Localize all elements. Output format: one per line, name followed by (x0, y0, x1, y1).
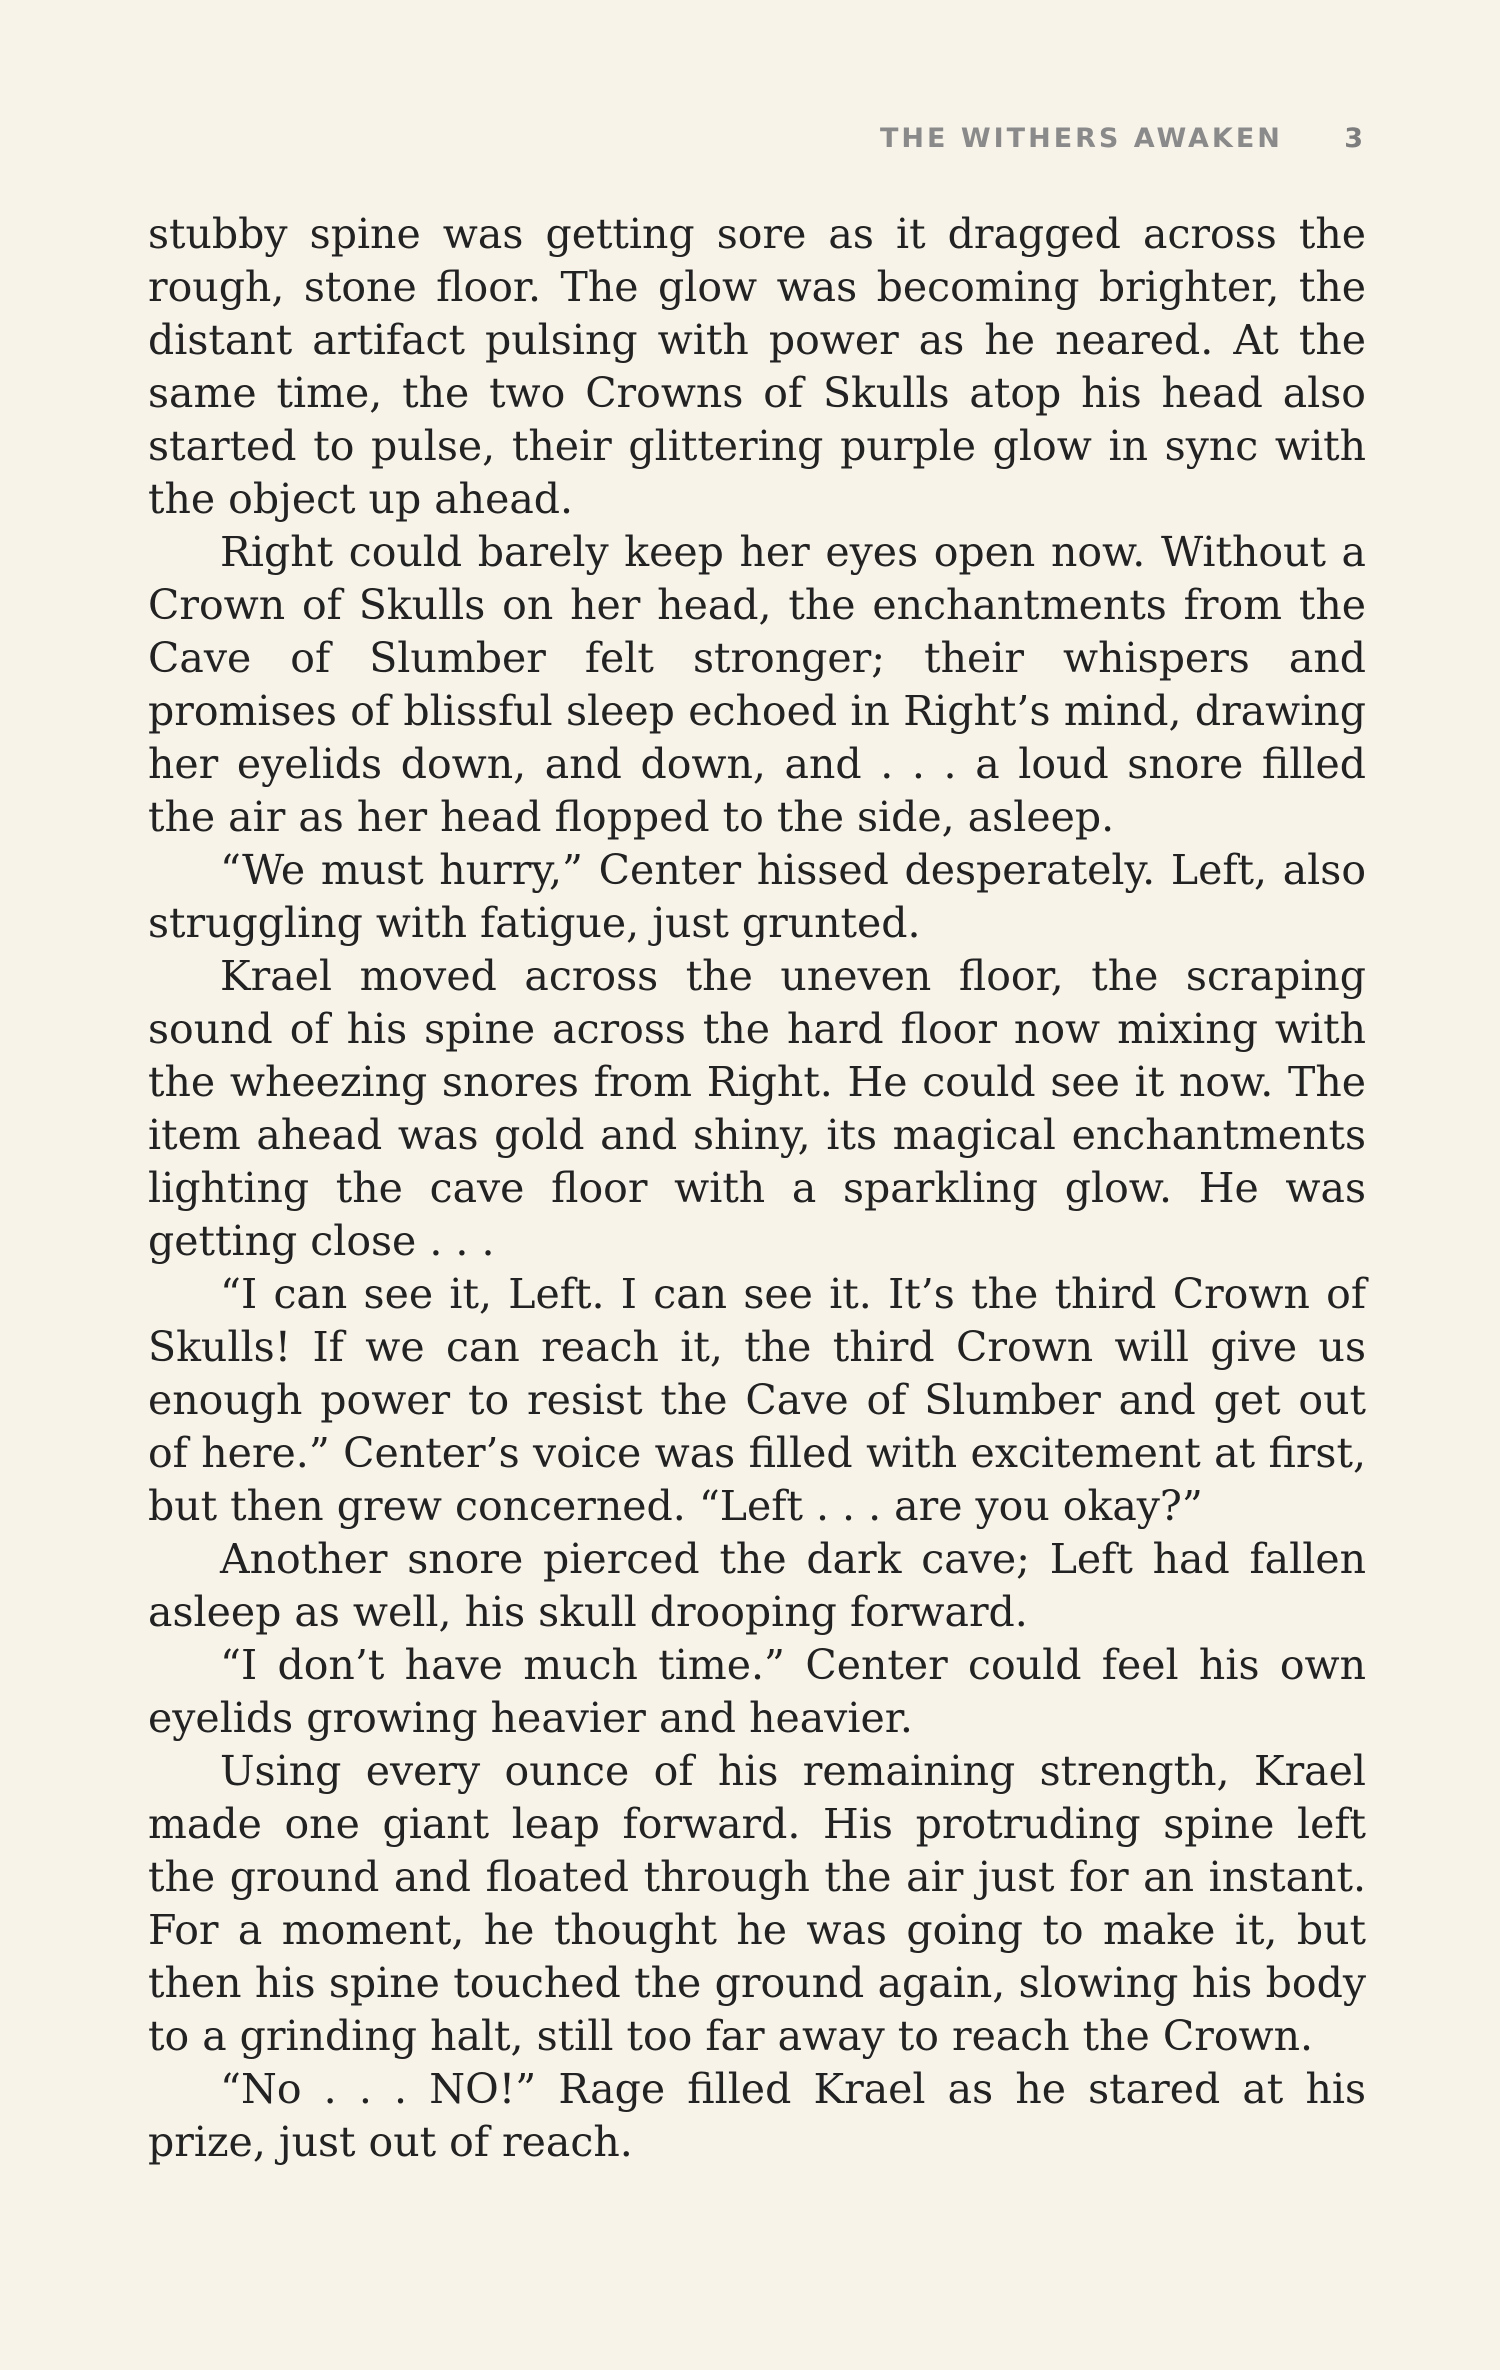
body-text (148, 208, 1366, 2169)
paragraph: Another snore pierced the dark cave; Left had fallen asleep as well, his skull drooping forward. (148, 1535, 1366, 1636)
running-title: THE WITHERS AWAKEN (880, 122, 1283, 154)
paragraph: Using every ounce of his remaining strength, Krael made one giant leap forward. His protruding spine left the ground and floated through the air just for an instant. For a moment, he thought he was going to make it, but then his spine touched the ground again, slowing his body to a grinding halt, still too far away to reach the Crown. (148, 1747, 1366, 2060)
paragraph: Right could barely keep her eyes open now. Without a Crown of Skulls on her head, the enchantments from the Cave of Slumber felt stronger; their whispers and promises of blissful sleep echoed in Right’s mind, drawing her eyelids down, and down, and . . . a loud snore filled the air as her head flopped to the side, asleep. (148, 528, 1366, 841)
paragraph: “We must hurry,” Center hissed desperately. Left, also struggling with fatigue, just grunted. (148, 846, 1366, 947)
paragraph: Krael moved across the uneven floor, the scraping sound of his spine across the hard floor now mixing with the wheezing snores from Right. He could see it now. The item ahead was gold and shiny, its magical enchantments lighting the cave floor with a sparkling glow. He was getting close . . . (148, 952, 1366, 1265)
paragraph: “No . . . NO!” Rage filled Krael as he stared at his prize, just out of reach. (148, 2065, 1366, 2166)
paragraph: “I don’t have much time.” Center could feel his own eyelids growing heavier and heavier. (148, 1641, 1366, 1742)
page-number: 3 (1344, 122, 1366, 154)
running-header (880, 118, 1366, 158)
paragraph: “I can see it, Left. I can see it. It’s the third Crown of Skulls! If we can reach it, the third Crown will give us enough power to resist the Cave of Slumber and get out of here.” Center’s voice was filled with excitement at first, but then grew concerned. “Left . . . are you okay?” (148, 1270, 1366, 1530)
paragraph: stubby spine was getting sore as it dragged across the rough, stone floor. The glow was becoming brighter, the distant artifact pulsing with power as he neared. At the same time, the two Crowns of Skulls atop his head also started to pulse, their glittering purple glow in sync with the object up ahead. (148, 210, 1366, 523)
